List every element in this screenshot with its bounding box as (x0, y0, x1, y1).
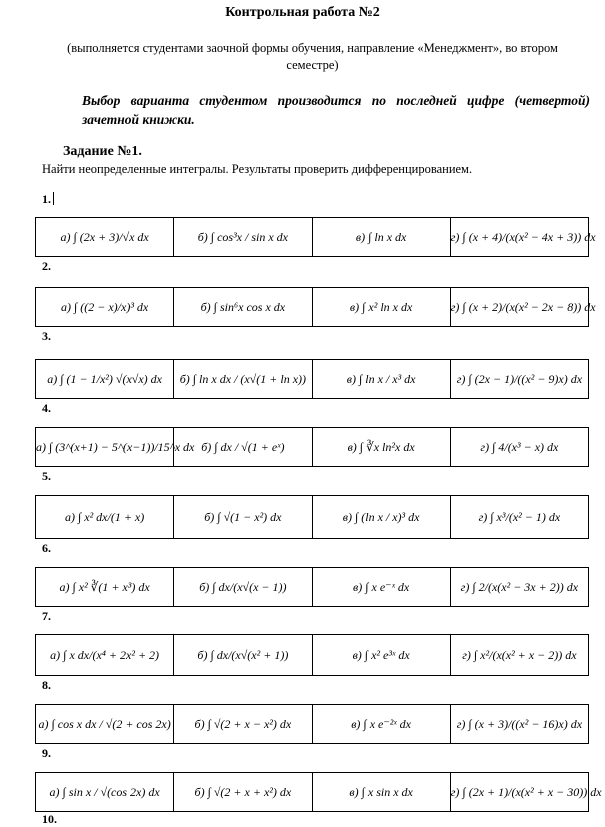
page-subtitle: (выполняется студентами заочной формы обучения, направление «Менеджмент», во втором семестре) (67, 41, 558, 72)
integral-d: г) ∫ x³/(x² − 1) dx (450, 496, 588, 539)
integral-b: б) ∫ ln x dx / (x√(1 + ln x)) (174, 360, 312, 399)
integral-a: а) ∫ x² dx/(1 + x) (36, 496, 174, 539)
integral-b: б) ∫ dx / √(1 + eˣ) (174, 428, 312, 467)
integral-d: г) ∫ 4/(x³ − x) dx (450, 428, 588, 467)
integral-c: в) ∫ x² e³ˣ dx (312, 635, 450, 676)
integral-b: б) ∫ √(2 + x − x²) dx (174, 705, 312, 744)
integral-a: а) ∫ x dx/(x⁴ + 2x² + 2) (36, 635, 174, 676)
variant-row (35, 359, 589, 399)
integral-d: г) ∫ (2x − 1)/((x² − 9)x) dx (450, 360, 588, 399)
integral-a: а) ∫ cos x dx / √(2 + cos 2x) (36, 705, 174, 744)
integral-d: г) ∫ (x + 4)/(x(x² − 4x + 3)) dx (450, 218, 588, 257)
variant-row (35, 495, 589, 539)
integral-d: г) ∫ x²/(x(x² + x − 2)) dx (450, 635, 588, 676)
integral-b: б) ∫ √(1 − x²) dx (174, 496, 312, 539)
variant-number: 2. (42, 259, 51, 273)
integral-c: в) ∫ (ln x / x)³ dx (312, 496, 450, 539)
variant-number: 7. (42, 609, 51, 623)
integral-c: в) ∫ ∛x ln²x dx (312, 428, 450, 467)
integral-c: в) ∫ x e⁻ˣ dx (312, 568, 450, 607)
integral-c: в) ∫ x² ln x dx (312, 288, 450, 327)
integral-c: в) ∫ ln x dx (312, 218, 450, 257)
integral-a: а) ∫ x² ∛(1 + x³) dx (36, 568, 174, 607)
integral-b: б) ∫ sin⁶x cos x dx (174, 288, 312, 327)
variant-number: 10. (42, 812, 57, 826)
variant-number: 5. (42, 469, 51, 483)
variant-choice-note: Выбор варианта студентом производится по последней цифре (четвертой) зачетной книжки. (82, 93, 590, 127)
integral-b: б) ∫ dx/(x√(x² + 1)) (174, 635, 312, 676)
integral-a: а) ∫ (3^(x+1) − 5^(x−1))/15^x dx (36, 428, 174, 467)
variant-number: 4. (42, 401, 51, 415)
variant-number: 9. (42, 746, 51, 760)
variant-row (35, 567, 589, 607)
variant-row (35, 704, 589, 744)
integral-a: а) ∫ sin x / √(cos 2x) dx (36, 773, 174, 812)
variant-row (35, 217, 596, 257)
integral-b: б) ∫ dx/(x√(x − 1)) (174, 568, 312, 607)
variant-row (35, 634, 589, 676)
variant-number: 1. (42, 192, 54, 207)
integral-c: в) ∫ x sin x dx (312, 773, 450, 812)
integral-a: а) ∫ (1 − 1/x²) √(x√x) dx (36, 360, 174, 399)
integral-d: г) ∫ (2x + 1)/(x(x² + x − 30)) dx (450, 773, 588, 812)
integral-d: г) ∫ (x + 3)/((x² − 16)x) dx (450, 705, 588, 744)
integral-c: в) ∫ x e⁻²ˣ dx (312, 705, 450, 744)
variant-row (35, 772, 602, 812)
page-title: Контрольная работа №2 (225, 5, 380, 20)
variant-row (35, 287, 596, 327)
integral-a: а) ∫ (2x + 3)/√x dx (36, 218, 174, 257)
task-title: Задание №1. (63, 144, 142, 159)
integral-b: б) ∫ √(2 + x + x²) dx (174, 773, 312, 812)
integral-a: а) ∫ ((2 − x)/x)³ dx (36, 288, 174, 327)
task-description: Найти неопределенные интегралы. Результаты проверить дифференцированием. (42, 162, 473, 176)
integral-d: г) ∫ (x + 2)/(x(x² − 2x − 8)) dx (450, 288, 588, 327)
variant-number: 8. (42, 678, 51, 692)
variant-number: 6. (42, 541, 51, 555)
integral-b: б) ∫ cos³x / sin x dx (174, 218, 312, 257)
variant-row (35, 427, 589, 467)
integral-c: в) ∫ ln x / x³ dx (312, 360, 450, 399)
integral-d: г) ∫ 2/(x(x² − 3x + 2)) dx (450, 568, 588, 607)
text-cursor (53, 192, 54, 205)
variant-number: 3. (42, 329, 51, 343)
